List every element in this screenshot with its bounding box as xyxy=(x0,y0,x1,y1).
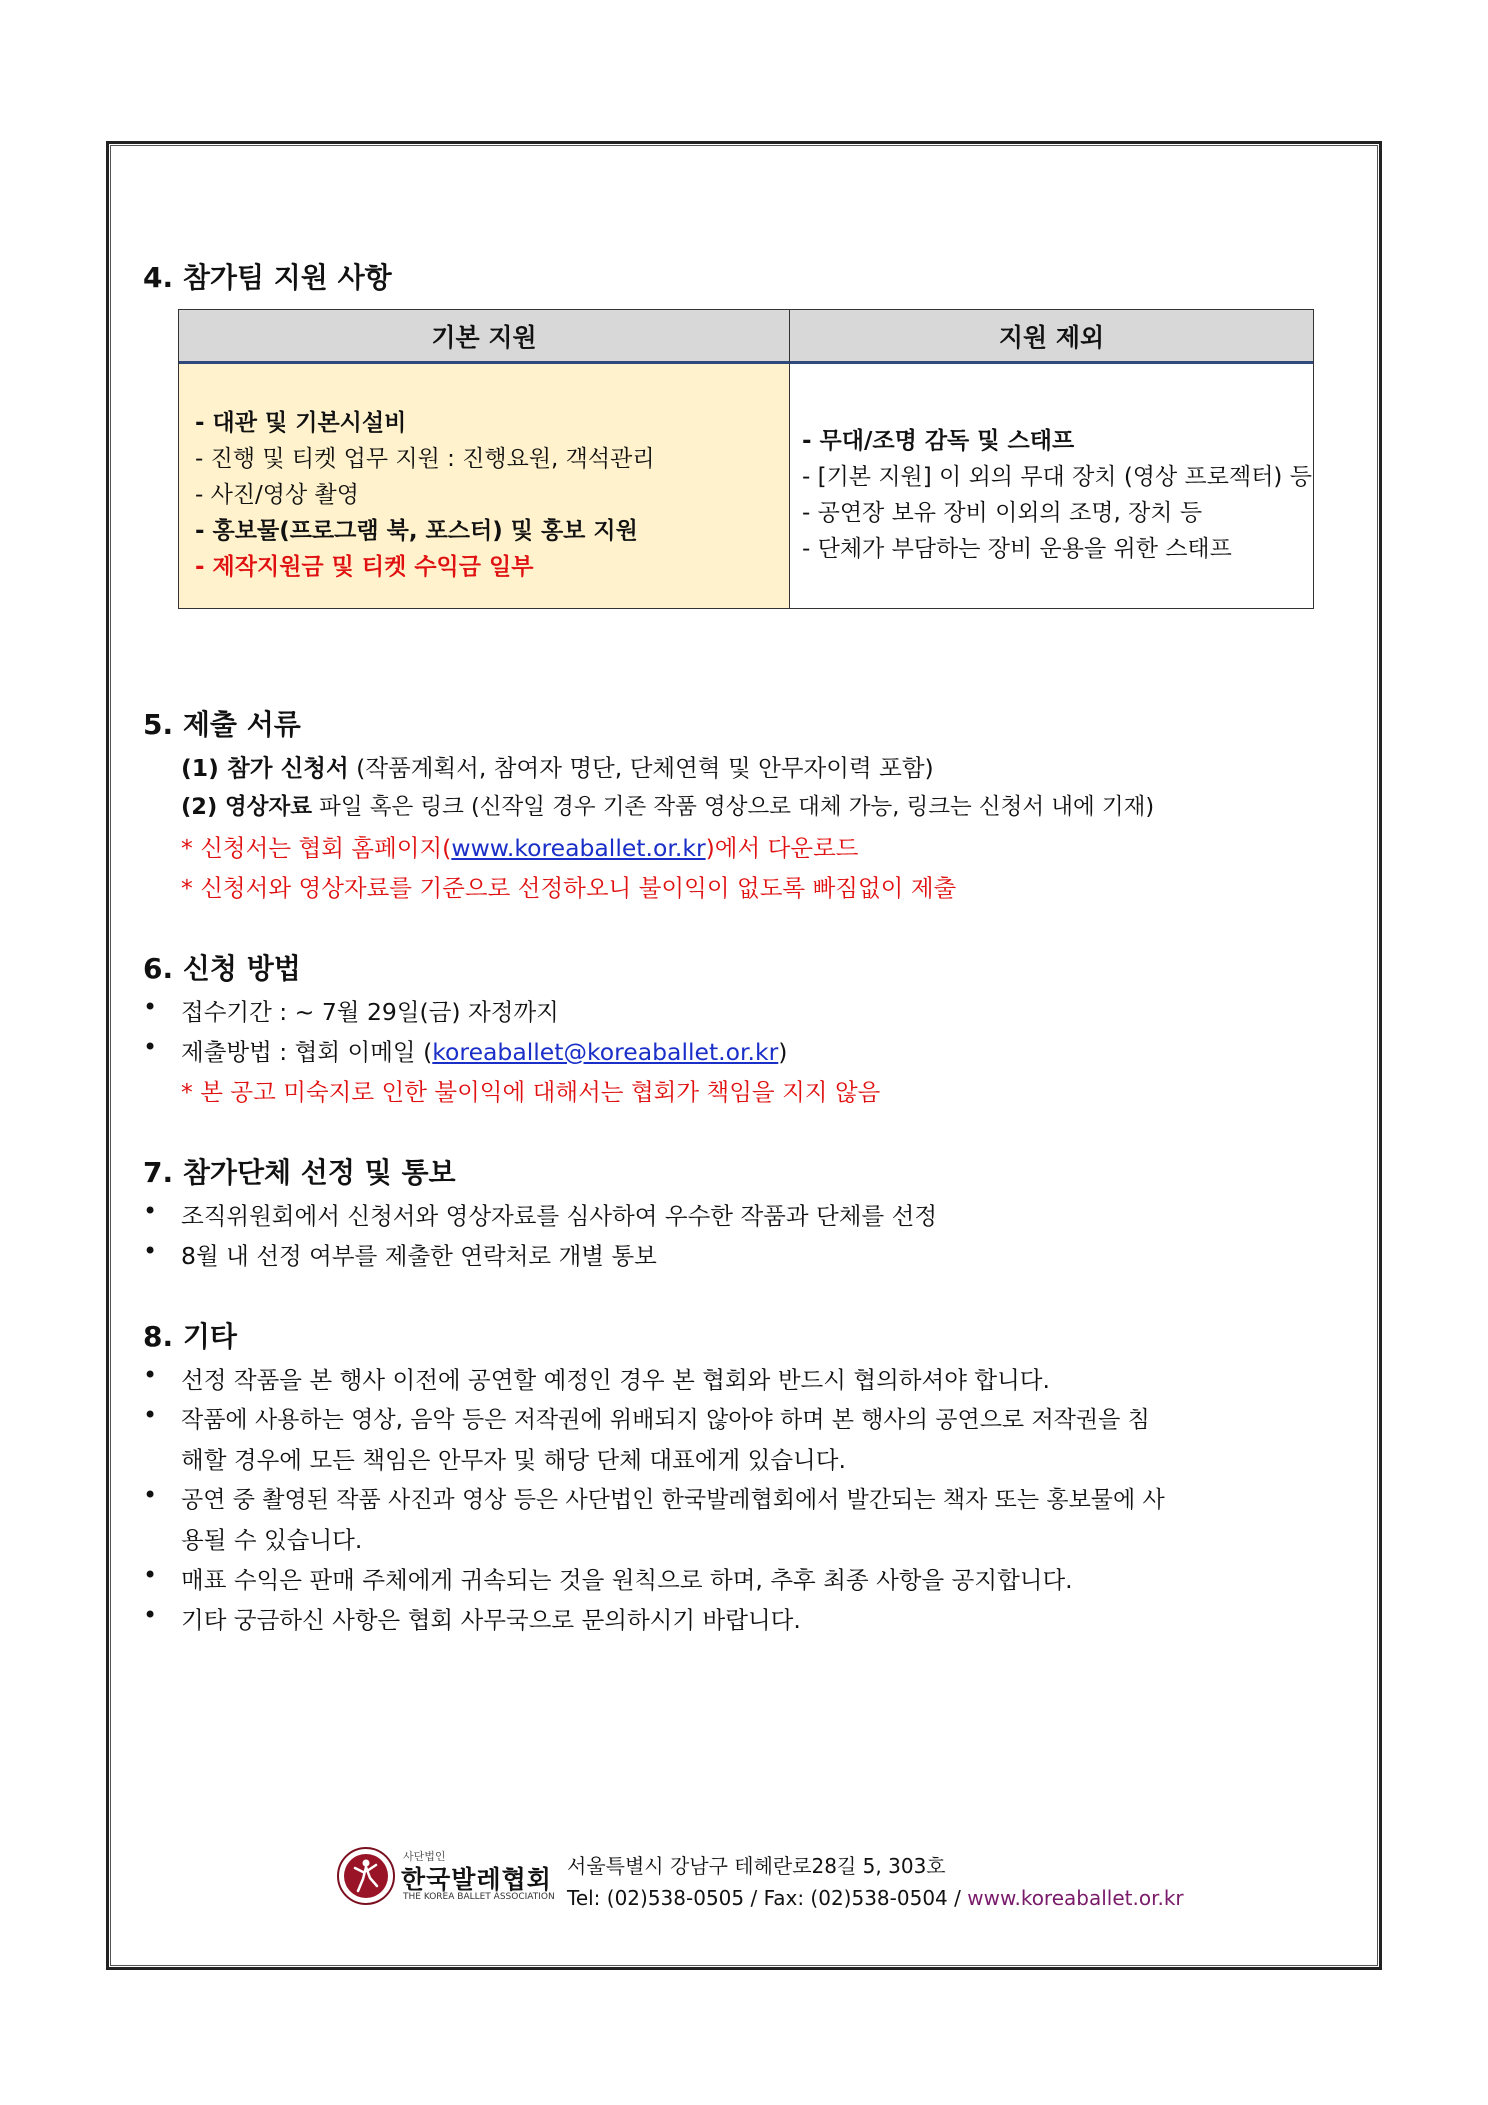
bullet-icon: • xyxy=(143,1601,158,1629)
brand-name: 한국발레협회 xyxy=(401,1865,552,1894)
excluded-item: - 단체가 부담하는 장비 운용을 위한 스태프 xyxy=(802,536,1232,562)
basic-item: - 진행 및 티켓 업무 지원 : 진행요원, 객석관리 xyxy=(195,446,655,472)
bullet-icon: • xyxy=(143,1197,158,1225)
homepage-link[interactable]: www.koreaballet.or.kr xyxy=(451,834,706,862)
excluded-item: - [기본 지원] 이 외의 무대 장치 (영상 프로젝터) 등 xyxy=(802,464,1312,490)
bullet-icon: • xyxy=(143,1033,158,1061)
apply-note: * 본 공고 미숙지로 인한 불이익에 대해서는 협회가 책임을 지지 않음 xyxy=(181,1078,881,1106)
etc-item-cont: 용될 수 있습니다. xyxy=(181,1526,363,1554)
doc-item-2: (2) 영상자료 파일 혹은 링크 (신작일 경우 기존 작품 영상으로 대체 가능, 링크는 신청서 내에 기재) xyxy=(181,794,1155,820)
support-table xyxy=(178,309,1314,609)
bullet-icon: • xyxy=(143,1401,158,1429)
section-7-title: 7. 참가단체 선정 및 통보 xyxy=(143,1156,456,1189)
bullet-icon: • xyxy=(143,1237,158,1265)
bullet-icon: • xyxy=(143,993,158,1021)
basic-item: - 대관 및 기본시설비 xyxy=(195,410,407,436)
ballet-association-logo-icon xyxy=(336,1846,396,1906)
etc-item: 작품에 사용하는 영상, 음악 등은 저작권에 위배되지 않아야 하며 본 행사의 공연으로 저작권을 침 xyxy=(181,1407,1150,1433)
basic-item: - 제작지원금 및 티켓 수익금 일부 xyxy=(195,554,534,580)
footer-contact: Tel: (02)538-0505 / Fax: (02)538-0504 / www.koreaballet.or.kr xyxy=(567,1886,1184,1910)
section-5-title: 5. 제출 서류 xyxy=(143,708,301,741)
brand-english-name: THE KOREA BALLET ASSOCIATION xyxy=(403,1892,555,1902)
apply-method: 제출방법 : 협회 이메일 (koreaballet@koreaballet.or.kr) xyxy=(181,1038,788,1066)
selection-item: 조직위원회에서 신청서와 영상자료를 심사하여 우수한 작품과 단체를 선정 xyxy=(181,1202,938,1230)
section-8-title: 8. 기타 xyxy=(143,1320,237,1353)
etc-item: 공연 중 촬영된 작품 사진과 영상 등은 사단법인 한국발레협회에서 발간되는 책자 또는 홍보물에 사 xyxy=(181,1487,1165,1513)
bullet-icon: • xyxy=(143,1361,158,1389)
doc-item-1: (1) 참가 신청서 (작품계획서, 참여자 명단, 단체연혁 및 안무자이력 포함) xyxy=(181,754,934,782)
etc-item: 기타 궁금하신 사항은 협회 사무국으로 문의하시기 바랍니다. xyxy=(181,1606,801,1634)
etc-item-cont: 해할 경우에 모든 책임은 안무자 및 해당 단체 대표에게 있습니다. xyxy=(181,1446,846,1474)
table-header-basic: 기본 지원 xyxy=(179,310,790,364)
etc-item: 매표 수익은 판매 주체에게 귀속되는 것을 원칙으로 하며, 추후 최종 사항을 공지합니다. xyxy=(181,1566,1073,1594)
basic-item: - 홍보물(프로그램 북, 포스터) 및 홍보 지원 xyxy=(195,518,638,544)
excluded-item: - 공연장 보유 장비 이외의 조명, 장치 등 xyxy=(802,500,1203,526)
footer-address: 서울특별시 강남구 테헤란로28길 5, 303호 xyxy=(567,1854,946,1878)
doc-note-2: * 신청서와 영상자료를 기준으로 선정하오니 불이익이 없도록 빠짐없이 제출 xyxy=(181,874,957,902)
excluded-item: - 무대/조명 감독 및 스태프 xyxy=(802,428,1075,454)
email-link[interactable]: koreaballet@koreaballet.or.kr xyxy=(432,1038,779,1066)
bullet-icon: • xyxy=(143,1481,158,1509)
bullet-icon: • xyxy=(143,1561,158,1589)
selection-item: 8월 내 선정 여부를 제출한 연락처로 개별 통보 xyxy=(181,1242,657,1270)
doc-note-1: * 신청서는 협회 홈페이지(www.koreaballet.or.kr)에서 다운로드 xyxy=(181,834,859,862)
etc-item: 선정 작품을 본 행사 이전에 공연할 예정인 경우 본 협회와 반드시 협의하셔야 합니다. xyxy=(181,1366,1050,1394)
table-header-excluded: 지원 제외 xyxy=(790,310,1313,364)
basic-item: - 사진/영상 촬영 xyxy=(195,482,359,508)
footer-website-link[interactable]: www.koreaballet.or.kr xyxy=(967,1886,1184,1910)
table-cell-excluded xyxy=(790,364,1313,608)
table-cell-basic xyxy=(179,364,790,608)
section-4-title: 4. 참가팀 지원 사항 xyxy=(143,261,392,294)
section-6-title: 6. 신청 방법 xyxy=(143,952,301,985)
apply-period: 접수기간 : ~ 7월 29일(금) 자정까지 xyxy=(181,998,559,1026)
brand-small-label: 사단법인 xyxy=(403,1850,446,1863)
